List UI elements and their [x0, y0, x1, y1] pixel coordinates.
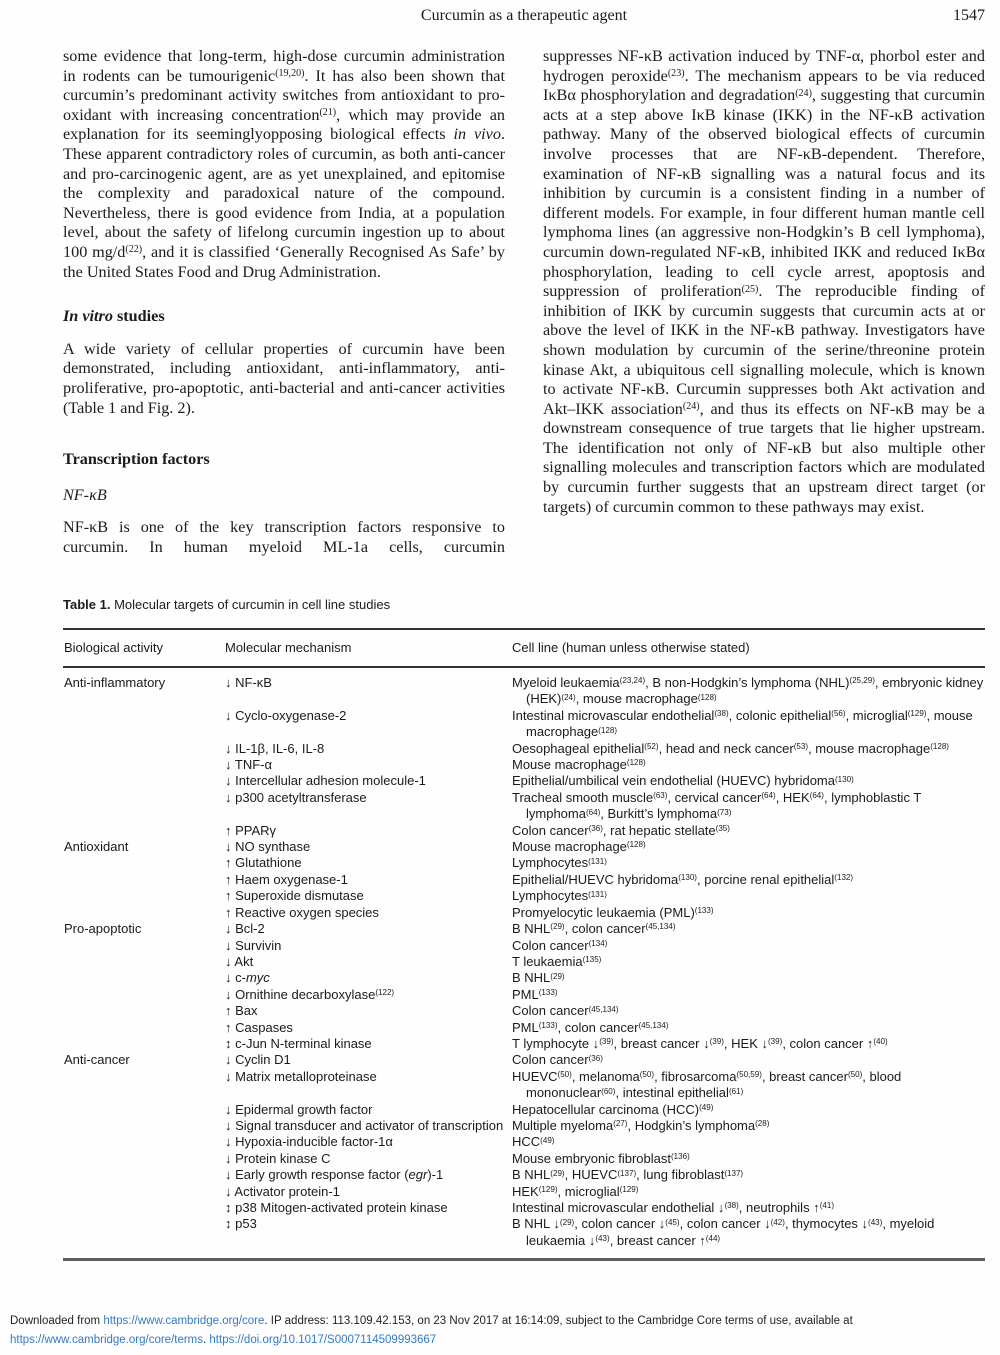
biological-activity-cell: Antioxidant — [64, 839, 129, 855]
biological-activity-cell — [63, 954, 225, 970]
biological-activity-cell — [63, 823, 225, 839]
molecular-mechanism-cell: ↓ Activator protein-1 — [225, 1183, 340, 1199]
cell-line-cell: Lymphocytes$^{(131)}$ — [512, 855, 607, 871]
paragraph-cellular-properties: A wide variety of cellular properties of curcumin have been demonstrated, including antioxidant, anti-inflammatory, anti-proliferative, pro-apoptotic, anti-bacterial and anti-cancer activities (Table 1 and Fig. 2). — [63, 339, 505, 417]
column-header-biological-activity: Biological activity — [63, 629, 225, 667]
biological-activity-cell — [63, 1003, 225, 1019]
footer-line-2 — [10, 1331, 990, 1350]
cell-line-cell: Colon cancer$^{(36)}$ — [512, 1052, 603, 1068]
paragraph-safety: some evidence that long-term, high-dose curcumin administration in rodents can be tumourigenic$^{(19,20)}$. It has also been shown that curcumin’s predominant activity switches from antioxidant to pro-oxidant with increasing concentration$^{(21)}$, which may provide an explanation for its seeminglyopposing biological effects in vivo. These apparent contradictory roles of curcumin, as both anti-cancer and pro-carcinogenic agent, are as yet unexplained, and epitomise the complexity and paradoxical nature of the compound. Nevertheless, there is good evidence from India, at a population level, about the safety of lifelong curcumin ingestion up to about 100 $mg/d^{(22)}$, and it is classified ‘Generally Recognised As Safe’ by the United States Food and Drug Administration. — [63, 47, 506, 281]
footer-link-cambridge-core[interactable]: https://www.cambridge.org/core — [103, 1315, 265, 1327]
biological-activity-cell — [63, 1184, 225, 1200]
table-caption — [63, 597, 985, 612]
table-caption-text: Molecular targets of curcumin in cell line studies — [110, 597, 391, 612]
table-body — [63, 667, 985, 1260]
molecular-mechanism-cell: ↓ Epidermal growth factor — [225, 1101, 373, 1117]
table-row — [63, 1020, 985, 1036]
molecular-mechanism-cell: ↑ Caspases — [225, 1019, 293, 1035]
cell-line-cell: B NHL$^{(29)}$, colon cancer$^{(45,134)}$ — [512, 921, 676, 937]
section-heading-roman-part: studies — [112, 307, 165, 326]
molecular-mechanism-cell: ↓ NF-κB — [225, 675, 272, 690]
section-heading-in-vitro-studies — [63, 307, 505, 327]
page-number: 1547 — [953, 7, 985, 24]
molecular-mechanism-cell: ↓ Hypoxia-inducible factor-1α — [225, 1134, 393, 1150]
molecular-mechanism-cell: ↓ Ornithine decarboxylase$^{(122)}$ — [225, 986, 395, 1002]
cell-line-cell: Promyelocytic leukaemia (PML)$^{(133)}$ — [512, 904, 714, 920]
table-row — [63, 905, 985, 921]
cell-line-cell: Multiple myeloma$^{(27)}$, Hodgkin’s lymphoma$^{(28)}$ — [512, 1117, 770, 1133]
footer-ip-text: . IP address: 113.109.42.153, on 23 Nov 2017 at 16:14:09, subject to the Cambridge Core terms of use, available at — [264, 1315, 853, 1327]
cell-line-cell: HCC$^{(49)}$ — [512, 1134, 555, 1150]
biological-activity-cell — [63, 773, 225, 789]
subsection-heading-nfkb: NF-κB — [63, 485, 107, 504]
cell-line-cell: Lymphocytes$^{(131)}$ — [512, 888, 607, 904]
biological-activity-cell — [63, 872, 225, 888]
molecular-mechanism-cell: ↓ p300 acetyltransferase — [225, 789, 367, 805]
molecular-mechanism-cell: ↓ Cyclin D1 — [225, 1052, 291, 1068]
biological-activity-cell — [63, 1134, 225, 1150]
biological-activity-cell — [63, 888, 225, 904]
table-row — [63, 1118, 985, 1134]
molecular-mechanism-cell: ↓ Matrix metalloproteinase — [225, 1068, 377, 1084]
paragraph-nfkb-mechanism: suppresses NF-κB activation induced by TNF-α, phorbol ester and hydrogen peroxide$^{(23)}$. The mechanism appears to be via reduced IκBα phosphorylation and degradation$^{(24)}$, suggesting that curcumin acts at a step above IκB kinase (IKK) in the NF-κB activation pathway. Many of the observed biological effects of curcumin involve processes that are NF-κB-dependent. Therefore, examination of NF-κB signalling was a natural focus and its inhibition by curcumin is a consistent finding in a number of different models. For example, in four different human mantle cell lymphoma lines (an aggressive non-Hodgkin’s B cell lymphoma), curcumin down-regulated NF-κB, inhibited IKK and reduced IκBα phosphorylation, leading to cell cycle arrest, apoptosis and suppression of proliferation$^{(25)}$. The reproducible finding of inhibition of IKK by curcumin suggests that curcumin acts at or above the level of IKK in the NF-κB pathway. Investigators have shown modulation by curcumin of the serine/threonine protein kinase Akt, a ubiquitous cell signalling molecule, which is known to activate NF-κB. Curcumin suppresses both Akt activation and Akt–IKK association$^{(24)}$, and thus its effects on NF-κB may be a downstream consequence of true targets that lie higher upstream. The identification not only of NF-κB but also multiple other signalling molecules and transcription factors which are modulated by curcumin further suggests that an upstream direct target (or targets) of curcumin common to these pathways may exist. — [543, 47, 985, 516]
table-row — [63, 1167, 985, 1183]
table-row — [63, 921, 985, 937]
table-caption-label: Table 1. — [63, 597, 111, 612]
biological-activity-cell — [63, 1102, 225, 1118]
footer-separator: . — [203, 1333, 210, 1346]
table-row — [63, 938, 985, 954]
cell-line-cell: T leukaemia$^{(135)}$ — [512, 953, 602, 969]
biological-activity-cell — [63, 1118, 225, 1134]
table-row — [63, 1151, 985, 1167]
table-row — [63, 790, 985, 823]
biological-activity-cell: Anti-cancer — [64, 1052, 130, 1068]
cell-line-cell: Colon cancer$^{(45,134)}$ — [512, 1003, 619, 1019]
molecular-mechanism-cell: ↓ NO synthase — [225, 839, 311, 855]
table-row — [63, 823, 985, 839]
biological-activity-cell — [63, 1200, 225, 1216]
biological-activity-cell — [63, 1151, 225, 1167]
column-header-molecular-mechanism: Molecular mechanism — [225, 629, 512, 667]
molecular-mechanism-cell: ↓ Signal transducer and activator of transcription — [225, 1117, 504, 1133]
paragraph-nfkb-intro: NF-κB is one of the key transcription factors responsive to curcumin. In human myeloid ML-1a cells, curcumin — [63, 518, 505, 556]
cell-line-cell: B NHL ↓$^{(29)}$, colon cancer ↓$^{(45)}$, colon cancer ↓$^{(42)}$, thymocytes ↓$^{(43)}$, myeloid leukaemia ↓$^{(43)}$, breast cancer ↑$^{(44)}$ — [512, 1216, 935, 1248]
cell-line-cell: HEK$^{(129)}$, microglial$^{(129)}$ — [512, 1183, 639, 1199]
cell-line-cell: B NHL$^{(29)}$, HUEVC$^{(137)}$, lung fibroblast$^{(137)}$ — [512, 1167, 744, 1183]
molecular-targets-table — [63, 628, 985, 1261]
molecular-mechanism-cell: ↑ Superoxide dismutase — [225, 888, 364, 904]
section-heading-italic-part: In vitro — [63, 307, 113, 326]
molecular-mechanism-cell: ↑ PPARγ — [225, 822, 277, 838]
cell-line-cell: PML$^{(133)}$ — [512, 986, 558, 1002]
table-1-block — [63, 597, 985, 1261]
cell-line-cell: B NHL$^{(29)}$ — [512, 970, 565, 986]
biological-activity-cell — [63, 1036, 225, 1052]
cell-line-cell: Mouse macrophage$^{(128)}$ — [512, 839, 646, 855]
table-row — [63, 1200, 985, 1216]
cell-line-cell: Tracheal smooth muscle$^{(63)}$, cervical cancer$^{(64)}$, HEK$^{(64)}$, lymphoblastic T lymphoma$^{(64)}$, Burkitt’s lymphoma$^{(73)}$ — [512, 789, 922, 822]
footer-link-doi[interactable]: https://doi.org/10.1017/S0007114509993667 — [209, 1333, 437, 1346]
cell-line-cell: Intestinal microvascular endothelial ↓$^{(38)}$, neutrophils ↑$^{(41)}$ — [512, 1200, 834, 1215]
biological-activity-cell: Anti-inflammatory — [64, 675, 166, 690]
running-head: Curcumin as a therapeutic agent — [420, 7, 628, 24]
table-row — [63, 773, 985, 789]
biological-activity-cell — [63, 855, 225, 871]
molecular-mechanism-cell: ↓ TNF-α — [225, 757, 272, 773]
molecular-mechanism-cell: ↓ c-myc — [225, 970, 270, 986]
cell-line-cell: Colon cancer$^{(36)}$, rat hepatic stellate$^{(35)}$ — [512, 822, 730, 838]
footer — [10, 1312, 990, 1349]
biological-activity-cell — [63, 987, 225, 1003]
table-row — [63, 1003, 985, 1019]
table-row — [63, 708, 985, 741]
table-row — [63, 888, 985, 904]
molecular-mechanism-cell: ↓ Akt — [225, 953, 254, 969]
body-columns — [63, 47, 985, 557]
biological-activity-cell — [63, 1216, 225, 1259]
molecular-mechanism-cell: ↓ Cyclo-oxygenase-2 — [225, 707, 347, 723]
table-row — [63, 970, 985, 986]
biological-activity-cell — [63, 757, 225, 773]
molecular-mechanism-cell: ↑ Bax — [225, 1003, 258, 1019]
molecular-mechanism-cell: ↑ Haem oxygenase-1 — [225, 871, 348, 887]
table-header-row — [63, 629, 985, 667]
cell-line-cell: Mouse embryonic fibroblast$^{(136)}$ — [512, 1150, 690, 1166]
table-row — [63, 954, 985, 970]
table-row — [63, 987, 985, 1003]
table-row — [63, 757, 985, 773]
biological-activity-cell — [63, 938, 225, 954]
table-row — [63, 1052, 985, 1068]
cell-line-cell: PML$^{(133)}$, colon cancer$^{(45,134)}$ — [512, 1019, 669, 1035]
cell-line-cell: Intestinal microvascular endothelial$^{(38)}$, colonic epithelial$^{(56)}$, microglial$^{(129)}$, mouse macrophage$^{(128)}$ — [512, 707, 973, 740]
table-row — [63, 1102, 985, 1118]
biological-activity-cell — [63, 741, 225, 757]
molecular-mechanism-cell: ↕ p38 Mitogen-activated protein kinase — [225, 1200, 448, 1215]
cell-line-cell: HUEVC$^{(50)}$, melanoma$^{(50)}$, fibrosarcoma$^{(50,59)}$, breast cancer$^{(50)}$, blood mononuclear$^{(60)}$, intestinal epithelial$^{(61)}$ — [512, 1068, 902, 1101]
left-column — [63, 47, 505, 557]
cell-line-cell: Mouse macrophage$^{(128)}$ — [512, 757, 646, 773]
molecular-mechanism-cell: ↑ Reactive oxygen species — [225, 904, 379, 920]
molecular-mechanism-cell: ↓ IL-1β, IL-6, IL-8 — [225, 740, 325, 756]
cell-line-cell: Hepatocellular carcinoma (HCC)$^{(49)}$ — [512, 1101, 714, 1117]
molecular-mechanism-cell: ↓ Survivin — [225, 937, 282, 953]
table-row — [63, 1184, 985, 1200]
biological-activity-cell: Pro-apoptotic — [64, 921, 142, 937]
table-row — [63, 667, 985, 708]
table-row — [63, 839, 985, 855]
molecular-mechanism-cell: ↕ c-Jun N-terminal kinase — [225, 1035, 372, 1051]
cell-line-cell: Myeloid leukaemia$^{(23,24)}$, B non-Hodgkin’s lymphoma (NHL)$^{(25,29)}$, embryonic kidney (HEK)$^{(24)}$, mouse macrophage$^{(128)}$ — [512, 675, 984, 707]
table-row — [63, 1134, 985, 1150]
table-row — [63, 1216, 985, 1259]
footer-link-core-terms[interactable]: https://www.cambridge.org/core/terms — [10, 1333, 204, 1346]
cell-line-cell: Oesophageal epithelial$^{(52)}$, head and neck cancer$^{(53)}$, mouse macrophage$^{(128)}$ — [512, 740, 949, 756]
biological-activity-cell — [63, 1020, 225, 1036]
molecular-mechanism-cell: ↓ Bcl-2 — [225, 921, 265, 937]
biological-activity-cell — [63, 708, 225, 741]
column-header-cell-line: Cell line (human unless otherwise stated) — [512, 629, 985, 667]
biological-activity-cell — [63, 1167, 225, 1183]
molecular-mechanism-cell: ↑ Glutathione — [225, 855, 302, 871]
cell-line-cell: T lymphocyte ↓$^{(39)}$, breast cancer ↓$^{(39)}$, HEK ↓$^{(39)}$, colon cancer ↑$^{(40)}$ — [512, 1035, 888, 1051]
molecular-mechanism-cell: ↓ Intercellular adhesion molecule-1 — [225, 773, 426, 789]
table-row — [63, 1036, 985, 1052]
biological-activity-cell — [63, 970, 225, 986]
biological-activity-cell — [63, 1069, 225, 1102]
section-heading-transcription-factors: Transcription factors — [63, 450, 210, 469]
right-column — [543, 47, 985, 557]
table-row — [63, 1069, 985, 1102]
table-row — [63, 855, 985, 871]
cell-line-cell: Colon cancer$^{(134)}$ — [512, 937, 608, 953]
footer-line-1 — [10, 1312, 990, 1331]
cell-line-cell: Epithelial/umbilical vein endothelial (HUEVC) hybridoma$^{(130)}$ — [512, 773, 854, 789]
footer-downloaded-text: Downloaded from — [10, 1315, 104, 1327]
molecular-mechanism-cell: ↓ Early growth response factor (egr)-1 — [225, 1167, 444, 1183]
cell-line-cell: Epithelial/HUEVC hybridoma$^{(130)}$, porcine renal epithelial$^{(132)}$ — [512, 871, 854, 887]
table-row — [63, 741, 985, 757]
table-row — [63, 872, 985, 888]
molecular-mechanism-cell: ↕ p53 — [225, 1216, 257, 1232]
biological-activity-cell — [63, 905, 225, 921]
molecular-mechanism-cell: ↓ Protein kinase C — [225, 1150, 331, 1166]
biological-activity-cell — [63, 790, 225, 823]
